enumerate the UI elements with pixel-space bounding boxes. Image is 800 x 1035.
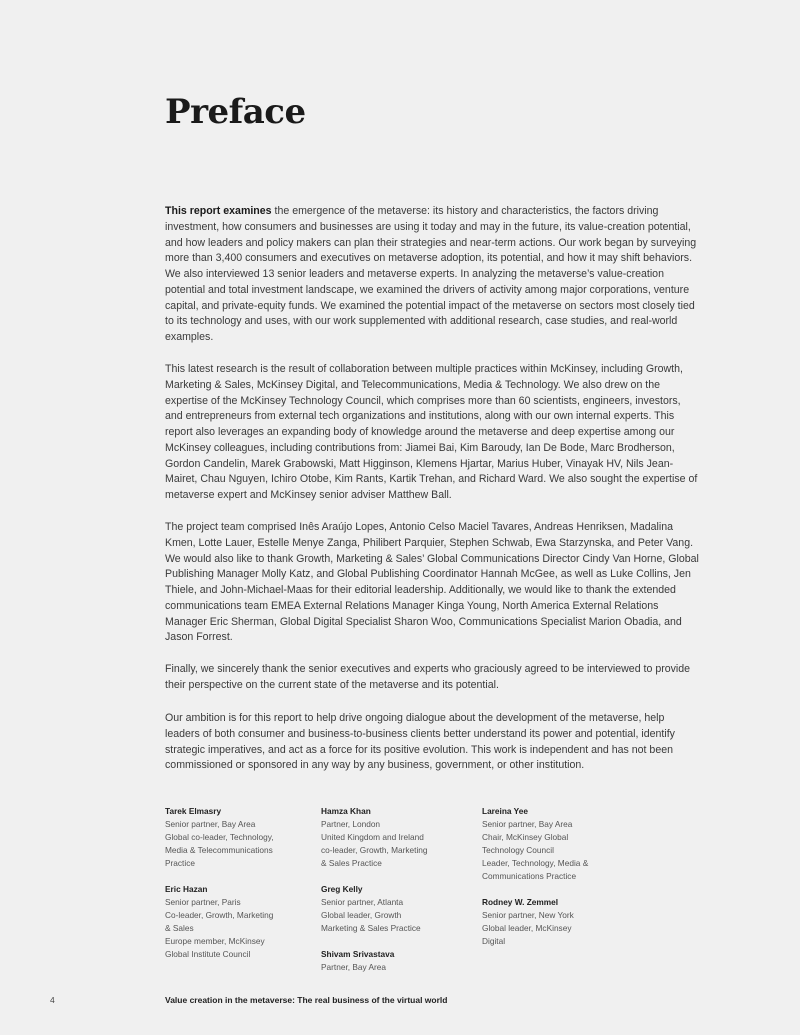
author-role: Global co-leader, Technology, [165,832,274,842]
paragraph-line [165,204,725,220]
author-role: Practice [165,858,195,868]
paragraph-line: to its technology and uses, with our work supplemented with additional research, case studies, and real-world [165,315,678,328]
paragraph-line: examples. [165,331,214,343]
author-role: Global leader, McKinsey [482,923,572,933]
author-name: Tarek Elmasry [165,806,222,816]
author-role: Communications Practice [482,871,577,881]
author-role: Co-leader, Growth, Marketing [165,910,274,920]
paragraph-line: Thiele, and John-Michael-Maas for their editorial leadership. Additionally, we would like to thank the extended [165,584,676,596]
paragraph-line: McKinsey colleagues, including contributions from: Jiamei Bai, Kim Baroudy, Ian De Bode, Marc Brodherson, [165,441,675,454]
author-name: Greg Kelly [321,884,363,894]
author-role: Partner, London [321,819,381,829]
page-title: Preface [165,92,306,132]
author-name: Lareina Yee [482,806,528,816]
paragraph-line: potential and total investment landscape, we examined the drivers of activity among major corporations, venture [165,283,690,296]
author-name: Hamza Khan [321,806,371,816]
author-role: Technology Council [482,845,554,855]
author-name: Eric Hazan [165,884,208,894]
paragraph-line: capital, and private-equity funds. We examined the potential impact of the metaverse on sectors most closely tied [165,299,695,312]
author-entry [482,896,632,948]
paragraph-line: We also interviewed 13 senior leaders and metaverse experts. In analyzing the metaverse’s value-creation [165,268,664,280]
author-role: & Sales [165,923,194,933]
paragraph-line: strategic imperatives, and act as a force for its positive evolution. This work is independent and has not been [165,743,673,756]
paragraph-line: This latest research is the result of collaboration between multiple practices within McKinsey, including Growth, [165,363,683,375]
paragraph [165,204,725,346]
paragraph [165,662,725,694]
page-number: 4 [50,995,55,1005]
paragraph-line: Marketing & Sales, McKinsey Digital, and Telecommunications, Media & Technology. We also drew on the [165,378,661,391]
paragraph-lead: This report examines [165,205,272,217]
paragraph-line: Jason Forrest. [165,631,233,644]
paragraph-line: Mairet, Chau Nguyen, Ichiro Otobe, Kim Rants, Kartik Trehan, and Richard Ward. We also sought the expertise of [165,473,698,486]
paragraph [165,711,725,774]
author-role: Digital [482,936,506,946]
author-role: co-leader, Growth, Marketing [321,845,428,855]
paragraph [165,362,725,504]
author-name: Rodney W. Zemmel [482,897,559,907]
author-column-3 [482,805,632,961]
paragraph-line: leaders of both consumer and business-to-business clients better understand its power and potential, identify [165,727,675,740]
author-role: Europe member, McKinsey [165,936,265,946]
author-entry [321,805,471,870]
author-role: & Sales Practice [321,858,382,868]
paragraph-line: investment, how consumers and businesses are using it today and may in the future, its value-creation potential, [165,220,691,233]
author-role: Media & Telecommunications [165,845,273,855]
paragraph-line: more than 3,400 consumers and executives on metaverse adoption, its potential, and how it may shift behaviors. [165,252,693,265]
paragraph-line: metaverse expert and McKinsey senior adviser Matthew Ball. [165,489,452,501]
author-entry [165,883,315,961]
author-role: United Kingdom and Ireland [321,832,424,842]
paragraph-line: We would also like to thank Growth, Marketing & Sales’ Global Communications Director Cindy Van Horne, Global [165,552,699,565]
paragraph-line: Publishing Manager Molly Katz, and Global Publishing Coordinator Hannah McGee, as well as Luke Collins, Jen [165,568,691,581]
author-entry [165,805,315,870]
author-entry [321,948,471,974]
paragraph-line: and entrepreneurs from external tech organizations and institutions, along with our own internal experts. This [165,410,675,423]
author-role: Global leader, Growth [321,910,402,920]
author-column-1 [165,805,315,974]
author-role: Partner, Bay Area [321,962,387,972]
author-role: Senior partner, Atlanta [321,897,404,907]
paragraph-line: and how leaders and policy makers can plan their strategies and near-term actions. Our work began by surveying [165,236,697,249]
author-column-2 [321,805,471,987]
paragraph-line: report also leverages an expanding body of knowledge around the metaverse and deep expertise among our [165,426,675,438]
paragraph-line: communications team EMEA External Relations Manager Kinga Young, North America External Relations [165,599,659,612]
author-role: Leader, Technology, Media & [482,858,589,868]
author-role: Chair, McKinsey Global [482,832,569,842]
paragraph-line: The project team comprised Inês Araújo Lopes, Antonio Celso Maciel Tavares, Andreas Henriksen, Madalina [165,521,673,533]
paragraph-line: Finally, we sincerely thank the senior executives and experts who graciously agreed to be interviewed to provide [165,663,691,675]
paragraph-line: Kmen, Lotte Lauer, Estelle Menye Zanga, Philibert Parquier, Stephen Schwab, Ewa Starzynska, and Peter Vang. [165,536,694,549]
paragraph-line: Manager Eric Sherman, Global Digital Specialist Sharon Woo, Communications Specialist Marion Obadia, and [165,615,682,628]
author-role: Marketing & Sales Practice [321,923,421,933]
paragraph-line-text: the emergence of the metaverse: its history and characteristics, the factors driving [271,205,659,217]
author-entry [482,805,632,883]
author-role: Senior partner, Bay Area [165,819,256,829]
paragraph-line: Gordon Candelin, Marek Grabowski, Matt Higginson, Klemens Hjartar, Marius Huber, Vinayak HV, Nils Jean- [165,457,674,470]
paragraph-line: their perspective on the current state of the metaverse and its potential. [165,678,499,691]
author-entry [321,883,471,935]
author-role: Senior partner, Bay Area [482,819,573,829]
author-role: Senior partner, Paris [165,897,241,907]
paragraph [165,520,725,646]
author-role: Global Institute Council [165,949,251,959]
paragraph-line: expertise of the McKinsey Technology Council, which comprises more than 60 scientists, engineers, investors, [165,394,681,407]
author-name: Shivam Srivastava [321,949,395,959]
footer-report-title: Value creation in the metaverse: The real business of the virtual world [165,995,448,1005]
paragraph-line: Our ambition is for this report to help drive ongoing dialogue about the development of the metaverse, help [165,712,665,724]
author-role: Senior partner, New York [482,910,574,920]
paragraph-line: commissioned or sponsored in any way by any business, government, or other institution. [165,759,585,772]
